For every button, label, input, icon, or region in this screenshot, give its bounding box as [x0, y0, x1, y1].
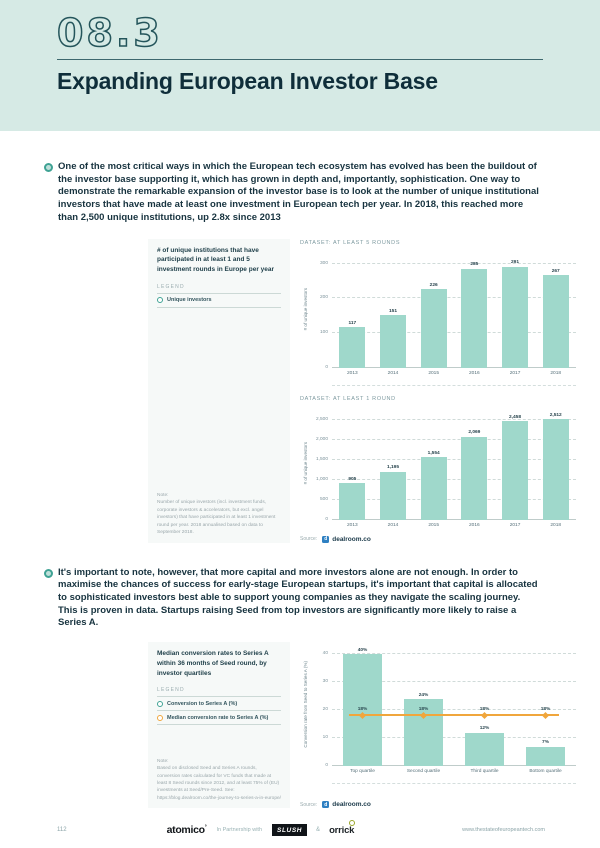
partnership-text: In Partnership with [216, 827, 263, 834]
x-axis-labels [332, 769, 576, 774]
ampersand: & [316, 827, 321, 834]
y-tick: 300 [319, 260, 328, 266]
value-label: 151 [389, 308, 398, 314]
value-label: 24% [418, 692, 429, 698]
dealroom-logo-icon: d [324, 536, 328, 543]
y-tick: 40 [322, 651, 328, 657]
value-label: 1,195 [387, 465, 400, 471]
x-tick: 2014 [387, 522, 399, 528]
bars-group [332, 252, 576, 368]
page-footer [57, 824, 545, 836]
bar-cell [413, 408, 454, 520]
x-tick: 2015 [428, 522, 440, 528]
value-label: 117 [348, 320, 357, 326]
value-label: 905 [348, 476, 357, 482]
value-label: 226 [429, 282, 438, 288]
x-tick: Bottom quartile [529, 769, 562, 775]
x-tick: 2018 [550, 370, 562, 376]
bars-group [332, 642, 576, 766]
bar-cell [332, 252, 373, 368]
median-label: 18% [479, 706, 490, 712]
bar-cell [495, 252, 536, 368]
dataset-label: DATASET: AT LEAST 1 ROUND [300, 395, 396, 402]
legend-heading: LEGEND [157, 283, 185, 290]
y-tick: 0 [325, 364, 328, 370]
bar-2016 [461, 269, 487, 368]
bar-third-quartile [465, 733, 504, 767]
y-axis-label: # of unique investors [302, 442, 308, 485]
y-tick: 2,000 [315, 436, 328, 442]
bar-bottom-quartile [526, 747, 565, 767]
x-tick: 2016 [469, 522, 480, 528]
y-tick: 2,500 [315, 416, 328, 422]
intro-paragraph [44, 161, 543, 225]
legend-item-unique-investors: Unique investors [157, 293, 281, 308]
y-tick: 1,000 [315, 476, 328, 482]
y-tick: 500 [319, 496, 328, 502]
bar-2015 [421, 289, 447, 367]
chart-sidebar [148, 239, 290, 543]
median-label: 18% [418, 706, 429, 712]
bar-cell [393, 642, 454, 766]
bar-cell [373, 408, 414, 520]
dealroom-logo-icon: d [324, 801, 328, 808]
y-tick: 0 [325, 516, 328, 522]
legend-marker-icon [157, 715, 163, 721]
bar-2013 [339, 327, 365, 368]
y-tick: 100 [319, 329, 328, 335]
x-tick: Second quartile [406, 769, 441, 775]
value-label: 40% [357, 647, 368, 653]
y-axis-label: Conversion rate from Seed to Series A (%) [302, 660, 308, 748]
chart-column [290, 239, 576, 543]
y-axis-ticks [310, 642, 332, 769]
bar-2016 [461, 437, 487, 520]
chart-divider [332, 783, 576, 784]
chart-note: Note: Based on disclosed Seed and Series A rounds, conversion rates calculated for VC funds that made at least 8 Seed rounds since 2012, and at least 75% of (EU) investments at Seed/Pre-Seed. See: https://blog.dealroom.co/the-journey-to-series-a-in-europe/ [157, 758, 281, 801]
bullet-icon [44, 163, 53, 172]
value-label: 12% [479, 726, 490, 732]
footer-logos [167, 824, 355, 836]
chart-at-least-5-rounds [300, 239, 576, 376]
bar-2015 [421, 457, 447, 519]
x-axis-labels [332, 523, 576, 528]
y-tick: 10 [322, 735, 328, 741]
chart-title: # of unique institutions that have participated in at least 1 and 5 investment rounds in Europe per year [157, 246, 275, 274]
source-attribution: Source: d dealroom.co [300, 801, 371, 809]
bar-cell [535, 252, 576, 368]
value-label: 2,458 [509, 414, 522, 420]
value-label: 2,512 [549, 412, 562, 418]
y-axis-ticks [310, 408, 332, 520]
source-name: dealroom.co [332, 801, 371, 809]
legend-marker-icon [157, 701, 163, 707]
plot-area [332, 408, 576, 520]
bar-cell [495, 408, 536, 520]
plot-area [332, 642, 576, 766]
median-label: 18% [540, 706, 551, 712]
header-divider [57, 59, 543, 60]
x-tick: Top quartile [350, 769, 375, 775]
y-tick: 30 [322, 679, 328, 685]
chart-conversion-quartiles [300, 642, 576, 774]
legend-heading: LEGEND [157, 687, 185, 694]
legend-marker-icon [157, 297, 163, 303]
paragraph-text: It's important to note, however, that more capital and more investors alone are not enough. In order to maximise the chances of success for early-stage European startups, it's important that capital is allocated to sophisticated investors best able to support young companies as they navigate the scaling journey. This is proven in data. Startups raising Seed from top investors are significantly more likely to raise a Series A. [58, 566, 538, 629]
section-header [0, 0, 600, 131]
bar-2014 [380, 315, 406, 367]
bar-cell [332, 408, 373, 520]
y-tick: 0 [325, 763, 328, 769]
second-paragraph [44, 567, 543, 631]
bar-2014 [380, 472, 406, 520]
bar-2017 [502, 267, 528, 368]
value-label: 285 [470, 262, 479, 268]
x-tick: 2018 [550, 522, 562, 528]
bar-cell [454, 252, 495, 368]
chart-title: Median conversion rates to Series A within 36 months of Seed round, by investor quartiles [157, 650, 269, 677]
orrick-logo: orrick [329, 825, 354, 836]
bar-2018 [543, 419, 569, 519]
website-link[interactable]: www.thestateofeuropeantech.com [462, 827, 545, 834]
y-tick: 200 [319, 295, 328, 301]
dataset-label: DATASET: AT LEAST 5 ROUNDS [300, 239, 401, 246]
conversion-rates-panel [148, 642, 576, 808]
value-label: 291 [511, 260, 520, 266]
value-label: 1,554 [427, 450, 440, 456]
bars-group [332, 408, 576, 520]
value-label: 7% [542, 740, 549, 746]
plot-area [332, 252, 576, 368]
bar-2013 [339, 483, 365, 519]
chart-sidebar [148, 642, 290, 808]
x-tick: 2017 [509, 370, 521, 376]
source-name: dealroom.co [332, 535, 371, 543]
y-axis-label: # of unique investors [302, 288, 308, 331]
x-tick: 2013 [347, 522, 358, 528]
bar-cell [332, 642, 393, 766]
bar-cell [413, 252, 454, 368]
chart-note: Note: Number of unique investors (incl. investment funds, corporate investors & accelerators, but excl. angel investors) that have participated in at least 1 investment round per year. 2018 annualised based on data to September 2018. [157, 493, 276, 536]
bar-cell [515, 642, 576, 766]
source-attribution: Source: d dealroom.co [300, 535, 371, 543]
orrick-ring-icon [349, 820, 355, 826]
bar-2018 [543, 275, 569, 368]
chart-at-least-1-round [300, 395, 576, 528]
legend-item-conversion: Conversion to Series A (%) [157, 696, 281, 710]
atomico-logo: atomico° [166, 824, 207, 837]
page-title: Expanding European Investor Base [57, 68, 438, 94]
x-axis-labels [332, 371, 576, 376]
y-tick: 20 [322, 707, 328, 713]
median-label: 18% [357, 706, 368, 712]
paragraph-text: One of the most critical ways in which the European tech ecosystem has evolved has been the buildout of the investor base supporting it, which has grown in depth and, importantly, sophistication. One way to demonstrate the remarkable expansion of the investor base is to look at the number of unique institutional investors that have made at least one investment in European tech per year. In 2018, this reached more than 2,500 unique institutions, up 2.8x since 2013 [58, 161, 539, 223]
x-tick: Third quartile [470, 769, 499, 775]
y-tick: 1,500 [315, 456, 328, 462]
bar-cell [535, 408, 576, 520]
value-label: 267 [551, 268, 560, 274]
bar-2017 [502, 421, 528, 519]
chart-column [290, 642, 576, 808]
bar-cell [454, 408, 495, 520]
page-number: 112 [57, 827, 67, 834]
bullet-icon [44, 569, 53, 578]
median-line [349, 714, 559, 716]
y-axis-ticks [310, 252, 332, 368]
bar-cell [373, 252, 414, 368]
bar-cell [454, 642, 515, 766]
x-tick: 2013 [347, 370, 358, 376]
x-tick: 2014 [387, 370, 399, 376]
unique-investors-panel [148, 239, 576, 543]
value-label: 2,069 [468, 430, 481, 436]
x-tick: 2015 [428, 370, 440, 376]
x-tick: 2017 [509, 522, 521, 528]
legend-item-median-conversion: Median conversion rate to Series A (%) [157, 710, 281, 725]
chart-divider [332, 385, 576, 386]
x-tick: 2016 [469, 370, 480, 376]
slush-logo: SLUSH [272, 824, 307, 836]
section-number: 08.3 [57, 11, 163, 55]
